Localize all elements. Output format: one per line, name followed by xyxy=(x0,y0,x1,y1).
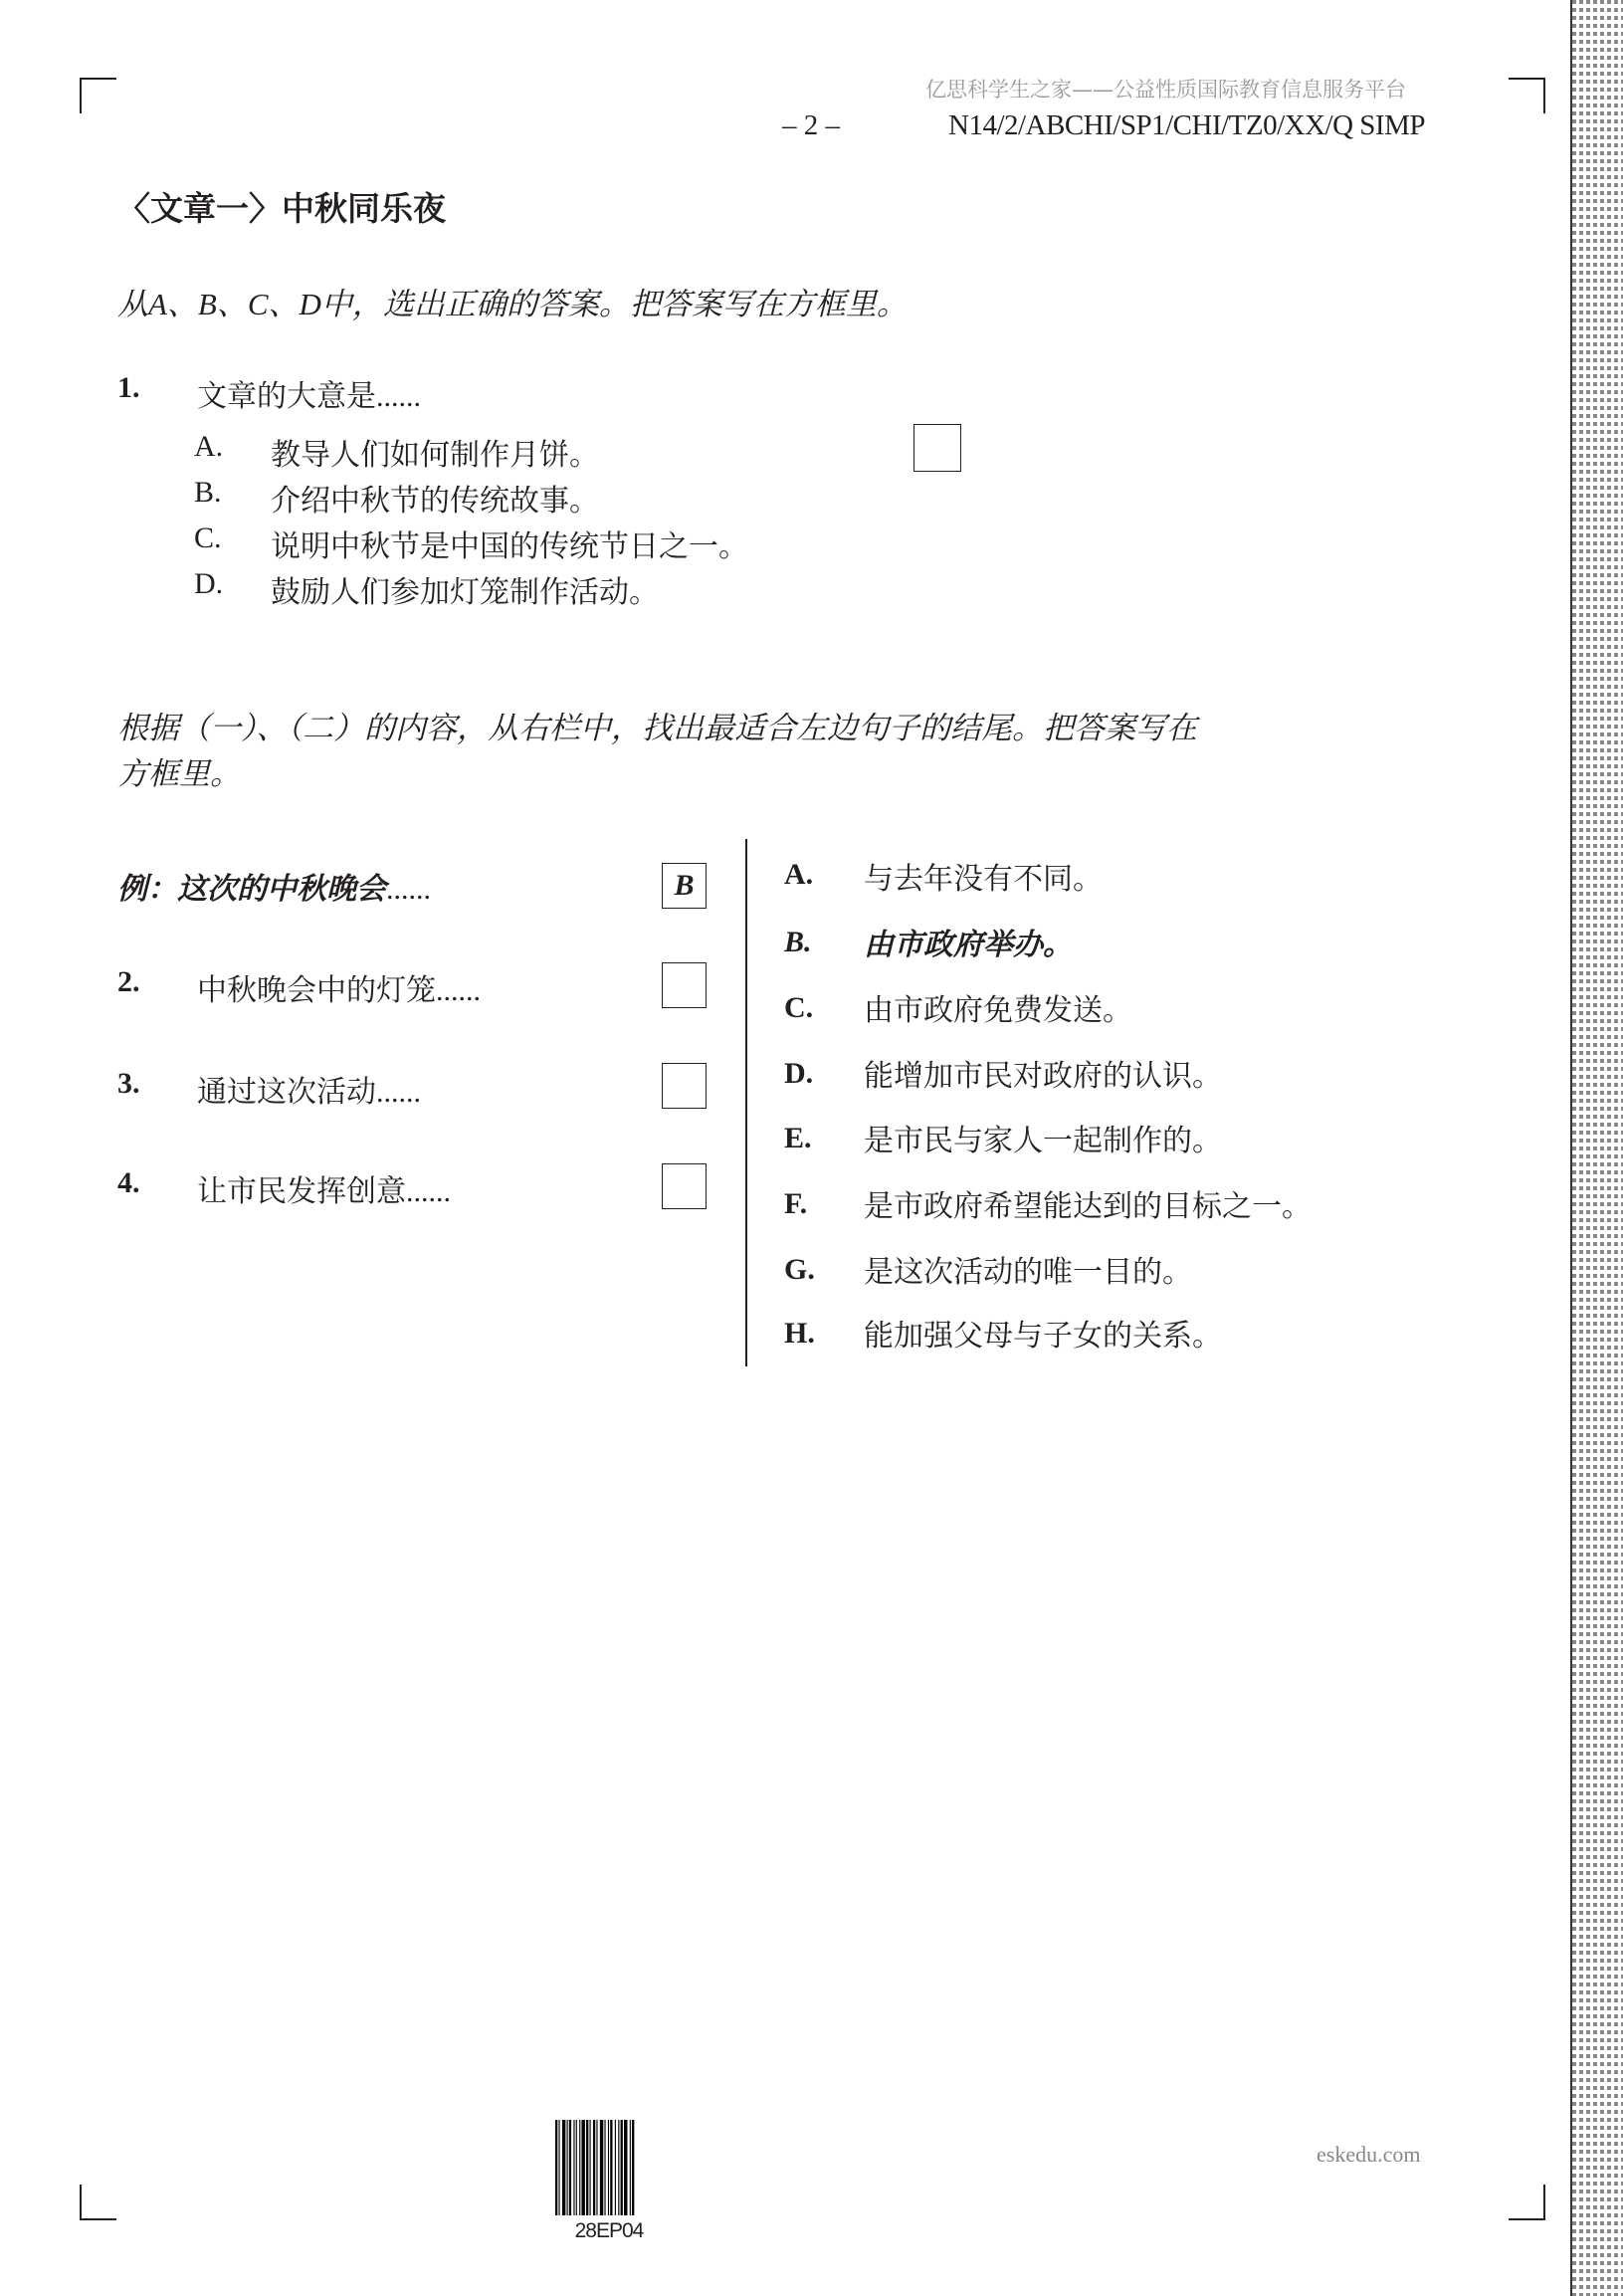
option-letter: B. xyxy=(194,476,222,509)
answer-box-2[interactable] xyxy=(662,962,707,1008)
right-option-letter: C. xyxy=(784,991,814,1024)
answer-box-1[interactable] xyxy=(913,424,961,472)
crop-mark-bottom-right-h xyxy=(1509,2218,1545,2220)
barcode-bar xyxy=(586,2120,588,2215)
barcode-bar xyxy=(596,2120,597,2215)
right-option-text: 是市民与家人一起制作的。 xyxy=(864,1125,1222,1157)
example-label xyxy=(117,864,431,908)
barcode-bar xyxy=(621,2120,623,2215)
option-text: 教导人们如何制作月饼。 xyxy=(271,439,599,472)
crop-mark-bottom-left xyxy=(80,2185,82,2220)
barcode-bar xyxy=(600,2120,603,2215)
crop-mark-top-left-h xyxy=(80,78,116,80)
site-watermark: eskedu.com xyxy=(1317,2142,1421,2167)
barcode-bar xyxy=(567,2120,568,2215)
right-option-text: 是市政府希望能达到的目标之一。 xyxy=(864,1190,1312,1223)
crop-mark-top-right xyxy=(1543,78,1545,113)
barcode-label: 28EP04 xyxy=(574,2219,644,2242)
option-letter: C. xyxy=(194,522,222,554)
right-option-text: 由市政府举办。 xyxy=(864,929,1073,961)
barcode-bar xyxy=(615,2120,616,2215)
item-2-number: 2. xyxy=(117,965,140,998)
option-text: 说明中秋节是中国的传统节日之一。 xyxy=(271,530,748,563)
crop-mark-bottom-left-h xyxy=(80,2218,116,2220)
watermark-text: 亿思科学生之家——公益性质国际教育信息服务平台 xyxy=(925,78,1406,102)
barcode-bar xyxy=(569,2120,571,2215)
crop-mark-top-right-h xyxy=(1509,78,1545,80)
right-option-text: 是这次活动的唯一目的。 xyxy=(864,1256,1192,1289)
barcode-bar xyxy=(579,2120,580,2215)
binding-margin-pattern xyxy=(1570,0,1623,2296)
right-option-letter: A. xyxy=(784,858,814,891)
barcode-bar xyxy=(630,2120,631,2215)
instruction-2-line-2: 方框里。 xyxy=(117,756,241,791)
right-option-letter: H. xyxy=(784,1317,815,1350)
right-option-letter: E. xyxy=(784,1122,812,1154)
crop-mark-bottom-right xyxy=(1543,2185,1545,2220)
paper-code: N14/2/ABCHI/SP1/CHI/TZ0/XX/Q SIMP xyxy=(948,109,1425,141)
barcode xyxy=(555,2120,661,2215)
barcode-bar xyxy=(573,2120,574,2215)
right-option-letter: G. xyxy=(784,1253,815,1286)
barcode-bar xyxy=(624,2120,627,2215)
item-4-text: 让市民发挥创意...... xyxy=(197,1175,451,1208)
answer-box-4[interactable] xyxy=(662,1163,707,1209)
barcode-bar xyxy=(593,2120,595,2215)
barcode-bar xyxy=(610,2120,612,2215)
answer-box-3[interactable] xyxy=(662,1063,707,1109)
barcode-bar xyxy=(581,2120,584,2215)
column-divider xyxy=(745,839,747,1366)
example-answer-box: B xyxy=(662,863,707,909)
option-text: 介绍中秋节的传统故事。 xyxy=(271,485,599,518)
right-option-letter: D. xyxy=(784,1057,814,1090)
item-3-text: 通过这次活动...... xyxy=(197,1076,421,1109)
question-1-number: 1. xyxy=(117,371,140,404)
right-option-text: 能增加市民对政府的认识。 xyxy=(864,1060,1222,1093)
instruction-2-line-1: 根据（一）、（二）的内容，从右栏中，找出最适合左边句子的结尾。把答案写在 xyxy=(117,711,1197,745)
right-option-text: 与去年没有不同。 xyxy=(864,863,1103,896)
question-1-stem: 文章的大意是...... xyxy=(197,380,421,413)
section-title: 〈文章一〉中秋同乐夜 xyxy=(117,192,446,228)
barcode-bar xyxy=(558,2120,559,2215)
barcode-bar xyxy=(608,2120,609,2215)
page-number: – 2 – xyxy=(782,109,840,141)
instruction-1: 从A、B、C、D中，选出正确的答案。把答案写在方框里。 xyxy=(117,287,908,321)
barcode-bar xyxy=(590,2120,591,2215)
barcode-bar xyxy=(562,2120,565,2215)
option-letter: D. xyxy=(194,567,224,600)
right-option-letter: F. xyxy=(784,1187,808,1220)
item-2-text: 中秋晚会中的灯笼...... xyxy=(197,974,481,1007)
barcode-bar xyxy=(555,2120,557,2215)
barcode-bar xyxy=(604,2120,605,2215)
right-option-text: 能加强父母与子女的关系。 xyxy=(864,1320,1222,1353)
barcode-bar xyxy=(576,2120,577,2215)
option-letter: A. xyxy=(194,430,224,463)
barcode-bar xyxy=(618,2120,619,2215)
example-text: 例：这次的中秋晚会 xyxy=(117,873,386,906)
item-3-number: 3. xyxy=(117,1067,140,1100)
right-option-text: 由市政府免费发送。 xyxy=(864,994,1132,1027)
item-4-number: 4. xyxy=(117,1166,140,1199)
example-dots: ...... xyxy=(386,873,431,906)
option-text: 鼓励人们参加灯笼制作活动。 xyxy=(271,576,659,609)
right-option-letter: B. xyxy=(784,926,812,958)
barcode-bar xyxy=(632,2120,634,2215)
crop-mark-top-left xyxy=(80,78,82,113)
